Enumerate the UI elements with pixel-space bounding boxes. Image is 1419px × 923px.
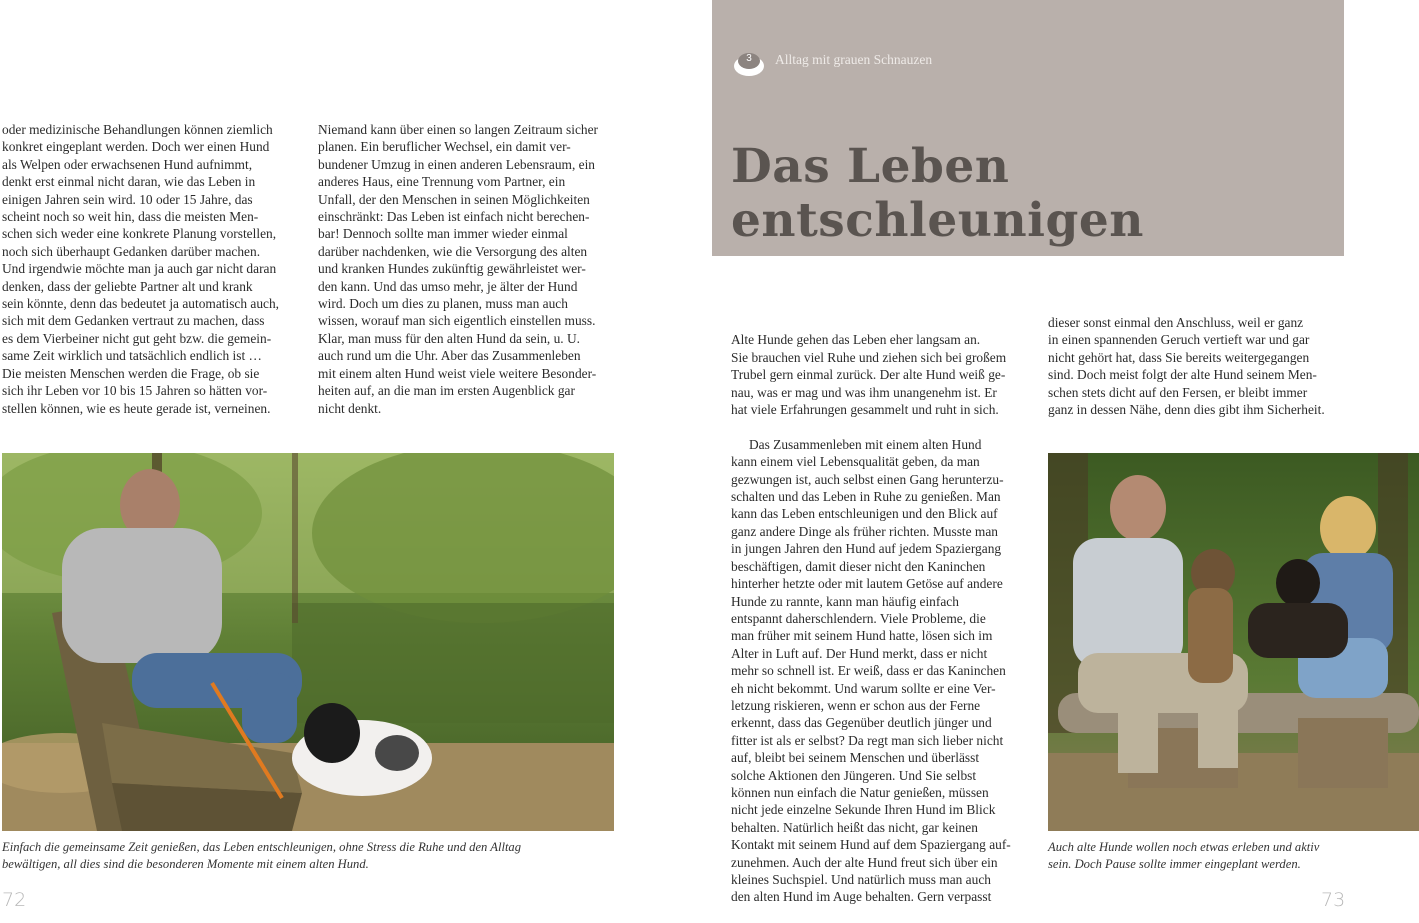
chapter-number: 3 [746,53,752,64]
photo-man-bench-dog [2,453,614,831]
chapter-running-title: Alltag mit grauen Schnauzen [775,52,933,67]
right-photo-caption: Auch alte Hunde wollen noch etwas erleben und aktiv sein. Doch Pause sollte immer eingeplant werden. [1048,840,1320,871]
chapter-number-badge [734,48,766,80]
page-number-right: 73 [1321,889,1346,911]
left-photo-caption: Einfach die gemeinsame Zeit genießen, das Leben entschleunigen, ohne Stress die Ruhe und den Alltag bewältigen, all dies sind die besonderen Momente mit einem alten Hund. [2,840,522,871]
right-column-1-paragraph-2: Das Zusammenleben mit einem alten Hund kann einem viel Lebensqualität geben, da man gezwungen ist, auch selbst einen Gang herunterzu- schalten und das Leben in Ruhe zu genießen. Man kann das Leben entschleunigen und den Blick auf ganz andere Dinge als früher richten. Musste man in jungen Jahren den Hund auf jedem Spaziergang beschäftigen, damit dieser nicht den Kaninchen hinterher hetzte oder mit lautem Getöse auf andere Hunde zu rannte, kann man häufig einfach entspannt daherschlendern. Viele Probleme, die man früher mit seinem Hund hatte, lösen sich im Alter in Luft auf. Der Hund merkt, dass er nicht mehr so schnell ist. Er weiß, dass er das Kaninchen eh nicht bekommt. Und warum sollte er eine Ver- letzung riskieren, wenn er schon aus der Ferne erkennt, dass das Gegenüber deutlich jünger und fitter ist als er selbst? Da regt man sich lieber nicht auf, bleibt bei seinem Menschen und überlässt solche Aktionen den Jüngeren. Und Sie selbst können nun einfach die Natur genießen, müssen nicht jede einzelne Sekunde Ihren Hund im Blick behalten. Natürlich heißt das nicht, gar keinen Kontakt mit seinem Hund auf dem Spaziergang auf- zunehmen. Auch der alte Hund freut sich über ein kleines Suchspiel. Und natürlich muss man auch den alten Hund im Auge behalten. Gern verpasst [731,436,1011,905]
photo-couple-with-dogs [1048,453,1419,831]
right-column-1-paragraph-1: Alte Hunde gehen das Leben eher langsam an. Sie brauchen viel Ruhe und ziehen sich bei großem Trubel gern einmal zurück. Der alte Hund weiß ge- nau, was er mag und was ihm unangenehm ist. Er hat viele Erfahrungen gesammelt und ruht in sich. [731,332,1007,418]
page-number-left: 72 [2,889,27,911]
left-text-column-2: Niemand kann über einen so langen Zeitraum sicher planen. Ein beruflicher Wechsel, ein damit ver- bundener Umzug in einen anderen Lebensraum, ein anderes Haus, eine Trennung vom Partner, ein Unfall, der den Menschen in seinen Möglichkeiten einschränkt: Das Leben ist einfach nicht berechen- bar! Dennoch sollte man immer wieder einmal darüber nachdenken, wie die Versorgung des alten und kranken Hundes zukünftig gewährleistet wer- den kann. Und das umso mehr, je älter der Hund wird. Doch um dies zu planen, muss man auch wissen, worauf man sich eigentlich einstellen muss. Klar, man muss für den alten Hund da sein, u. U. auch rund um die Uhr. Aber das Zusammenleben mit einem alten Hund weist viele weitere Besonder- heiten auf, an die man im ersten Augenblick gar nicht denkt. [318,122,598,416]
right-text-column-2: dieser sonst einmal den Anschluss, weil er ganz in einen spannenden Geruch vertieft war und gar nicht gehört hat, dass Sie bereits weitergegangen sind. Doch meist folgt der alte Hund seinem Men- schen stets dicht auf den Fersen, er bleibt immer ganz in dessen Nähe, denn dies gibt ihm Sicherheit. [1048,315,1325,418]
left-text-column-1: oder medizinische Behandlungen können ziemlich konkret eingeplant werden. Doch wer einen Hund als Welpen oder erwachsenen Hund aufnimmt, denkt erst einmal nicht daran, wie das Leben in einigen Jahren sein wird. 10 oder 15 Jahre, das scheint noch so weit hin, dass die meisten Men- schen sich weder eine konkrete Planung vorstellen, noch sich überhaupt Gedanken darüber machen. Und irgendwie möchte man ja auch gar nicht daran denken, dass der geliebte Partner alt und krank sein könnte, denn das bedeutet ja automatisch auch, sich mit dem Gedanken vertraut zu machen, dass es dem Vierbeiner nicht gut geht bzw. die gemein- same Zeit wirklich und tatsächlich endlich ist … Die meisten Menschen werden die Frage, ob sie sich ihr Leben vor 10 bis 15 Jahren so hätten vor- stellen können, wie es heute gerade ist, verneinen. [2,122,280,416]
page-heading: Das Leben entschleunigen [731,139,1144,248]
right-text-column-1 [731,314,1031,923]
